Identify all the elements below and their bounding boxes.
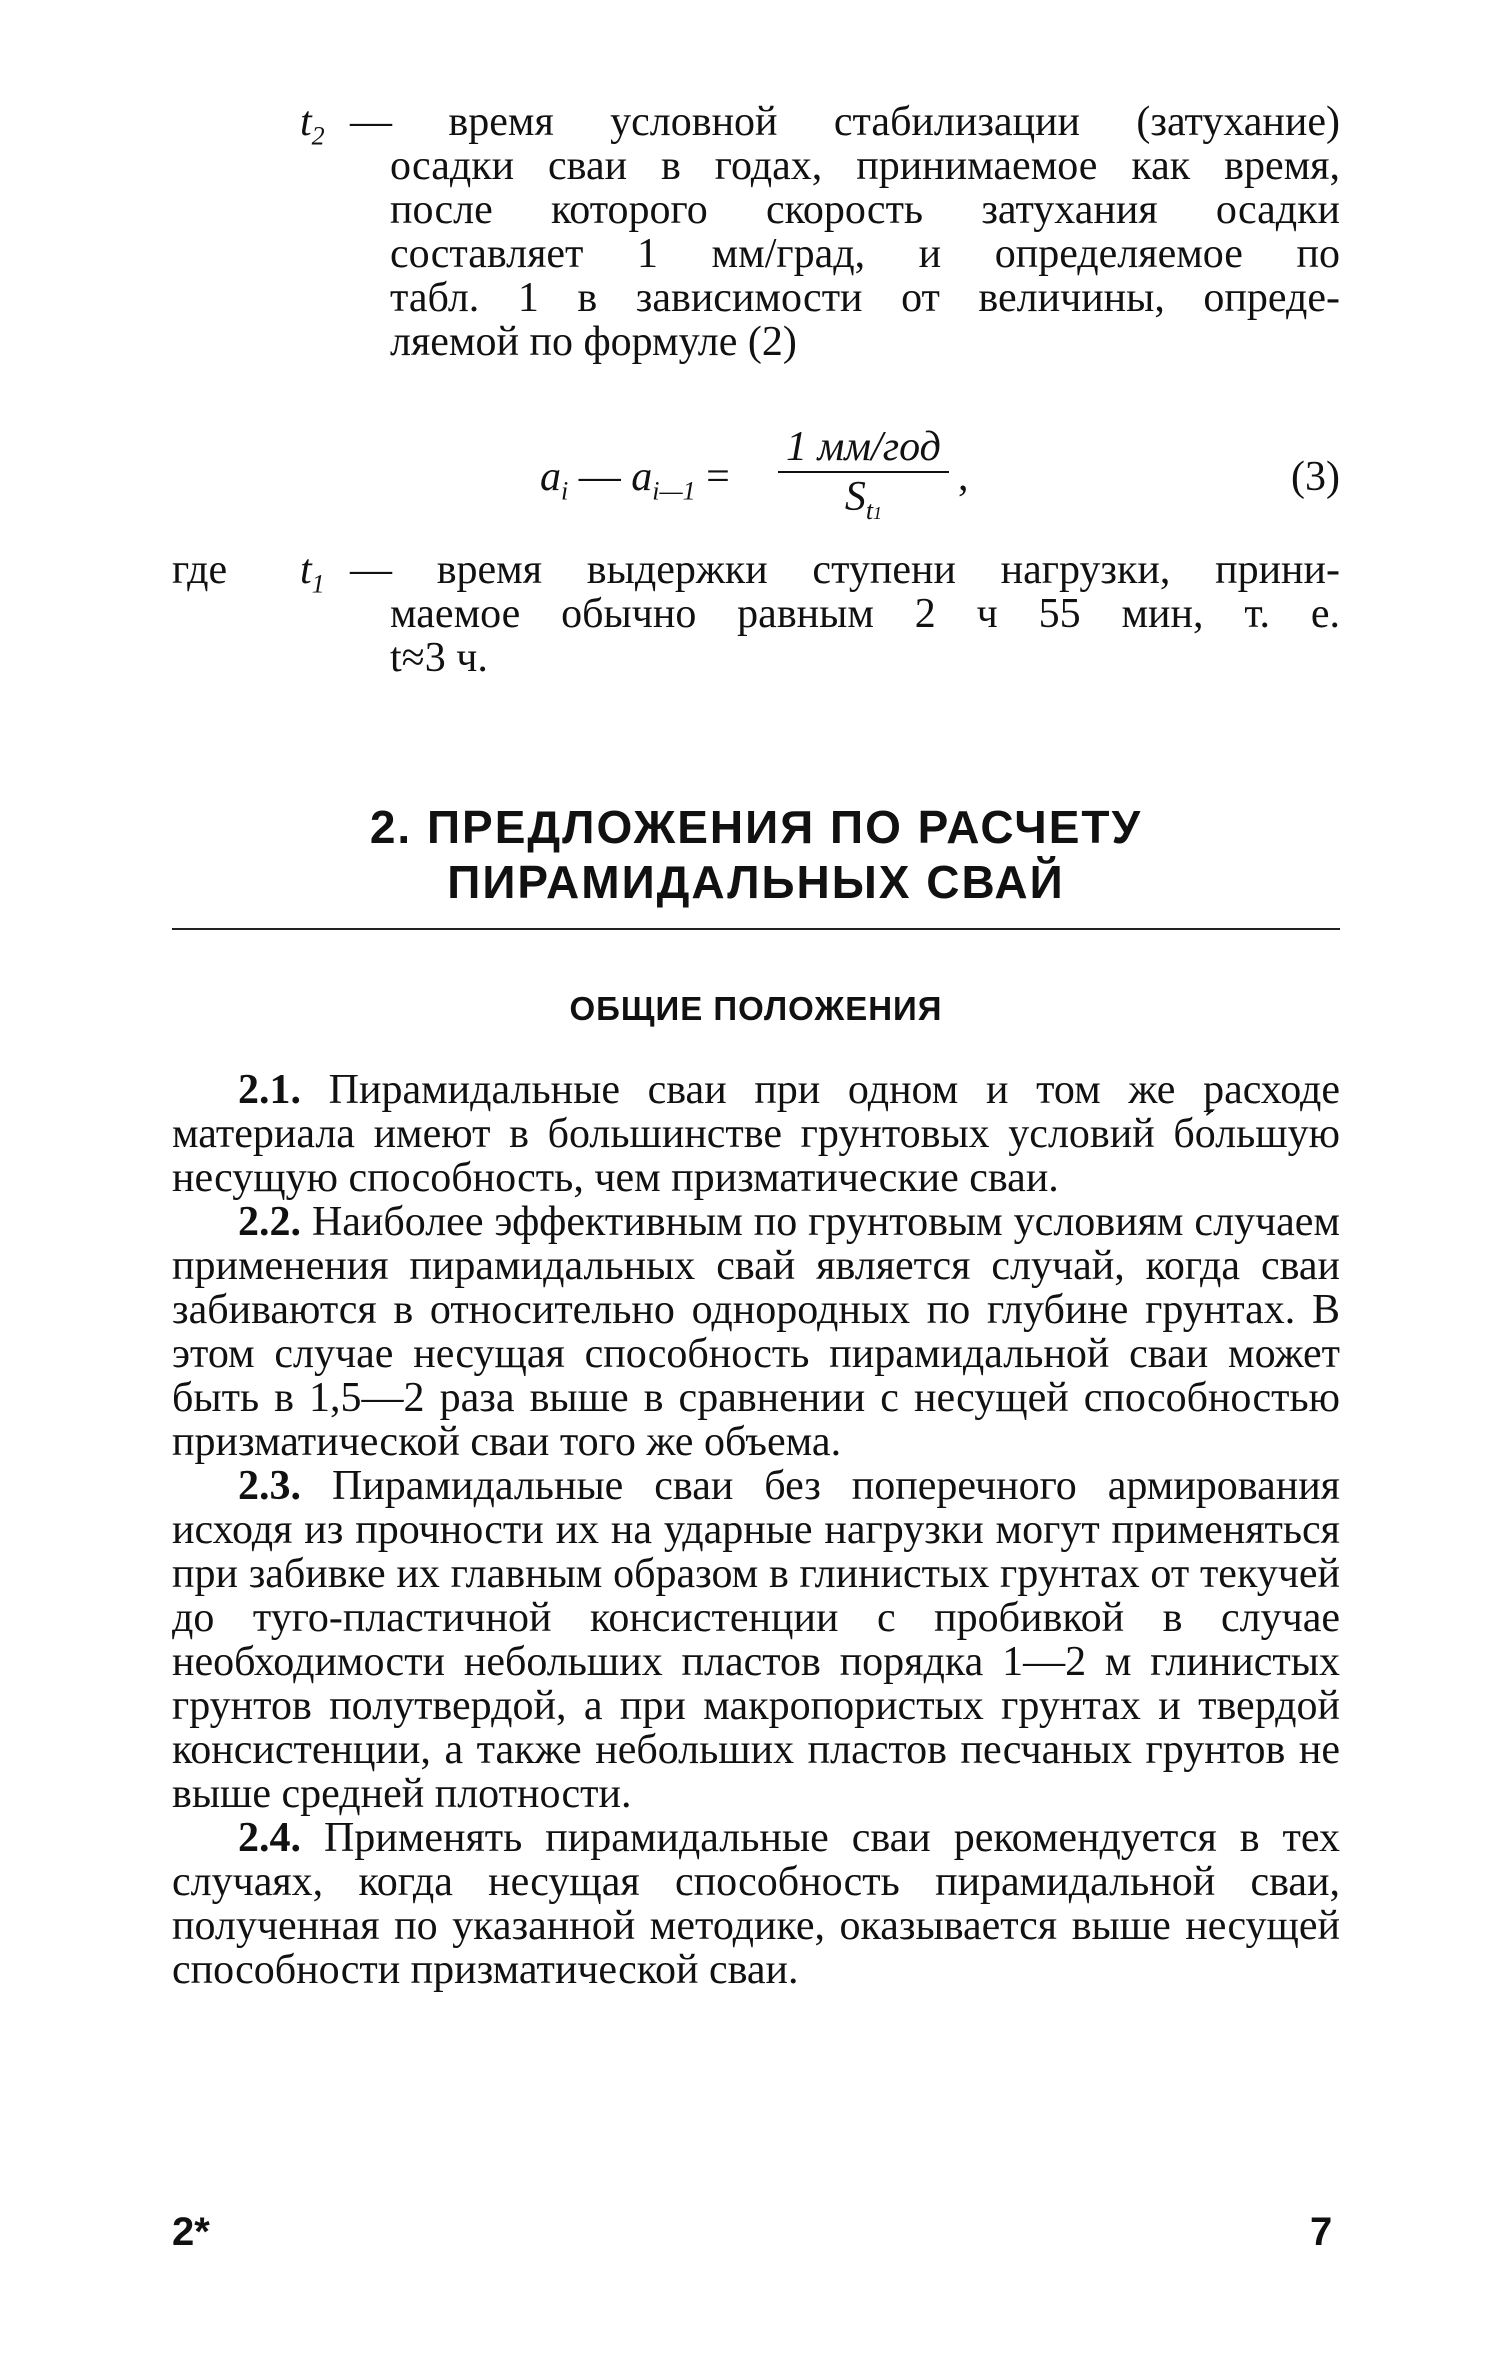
- t2-line-4: составляет 1 мм/град, и определяемое по: [390, 231, 1340, 277]
- t1-line-3: t≈3 ч.: [390, 635, 488, 681]
- paragraph-2-4: [172, 1816, 1340, 1992]
- formula-comma: ,: [958, 454, 969, 500]
- formula-3: [540, 425, 1340, 535]
- formula-denominator: $S_{t1}$: [844, 474, 883, 526]
- t2-line-6: ляемой по формуле (2): [390, 319, 797, 365]
- paragraph-2-3: [172, 1464, 1340, 1816]
- signature-mark: 2*: [172, 2210, 210, 2254]
- paragraph-2-1: [172, 1068, 1340, 1200]
- section-subtitle: ОБЩИЕ ПОЛОЖЕНИЯ: [569, 990, 943, 1027]
- paragraph-text: Наиболее эффективным по грунтовым условиям случаем применения пирамидальных свай является случай, когда сваи забиваются в относительно однородных по глубине грунтах. В этом случае несущая способность пирамидальной сваи может быть в 1,5—2 раза выше в сравнении с несущей способностью призматической сваи того же объема.: [172, 1199, 1341, 1465]
- paragraph-text: Применять пирамидальные сваи рекомендуется в тех случаях, когда несущая способность пирамидальной сваи, полученная по указанной методике, оказывается выше несущей способности призматической сваи.: [172, 1815, 1341, 1993]
- t2-line-2: осадки сваи в годах, принимаемое как время,: [390, 143, 1340, 189]
- paragraph-number: 2.3.: [238, 1463, 301, 1509]
- section-title-line-2: ПИРАМИДАЛЬНЫХ СВАЙ: [447, 856, 1065, 908]
- formula-lhs: $a_i$ — $a_{i—1}$ =: [540, 454, 730, 506]
- page-number: 7: [1310, 2210, 1333, 2254]
- section-title-line-1: 2. ПРЕДЛОЖЕНИЯ ПО РАСЧЕТУ: [369, 801, 1143, 853]
- paragraph-text: Пирамидальные сваи при одном и том же расходе материала имеют в большинстве грунтовых условий бо́льшую несущую способность, чем призматические сваи.: [172, 1067, 1340, 1201]
- t2-line-1: — время условной стабилизации (затухание): [350, 99, 1340, 145]
- formula-number: (3): [1291, 454, 1340, 500]
- paragraph-2-2: [172, 1200, 1340, 1464]
- formula-numerator: 1 мм/год: [778, 425, 949, 473]
- formula-fraction: [778, 425, 949, 535]
- t1-symbol: $t_1$: [300, 547, 325, 599]
- t2-line-5: табл. 1 в зависимости от величины, опреде-: [390, 275, 1340, 321]
- paragraphs: [172, 1068, 1340, 1992]
- paragraph-number: 2.4.: [238, 1815, 301, 1861]
- paragraph-number: 2.2.: [238, 1199, 301, 1245]
- t2-symbol: $t_2$: [300, 99, 325, 151]
- t2-line-3: после которого скорость затухания осадки: [390, 187, 1340, 233]
- section-divider: [172, 928, 1340, 930]
- paragraph-number: 2.1.: [238, 1067, 301, 1113]
- section-title: [172, 800, 1340, 910]
- paragraph-text: Пирамидальные сваи без поперечного армирования исходя из прочности их на ударные нагрузки могут применяться при забивке их главным образом в глинистых грунтах от текучей до туго-пластичной консистенции с пробивкой в случае необходимости небольших пластов порядка 1—2 м глинистых грунтов полутвердой, а при макропористых грунтах и твердой консистенции, а также небольших пластов песчаных грунтов не выше средней плотности.: [172, 1463, 1340, 1817]
- where-label: где: [172, 547, 228, 593]
- t1-line-2: маемое обычно равным 2 ч 55 мин, т. е.: [390, 591, 1340, 637]
- t1-line-1: — время выдержки ступени нагрузки, прини-: [350, 547, 1340, 593]
